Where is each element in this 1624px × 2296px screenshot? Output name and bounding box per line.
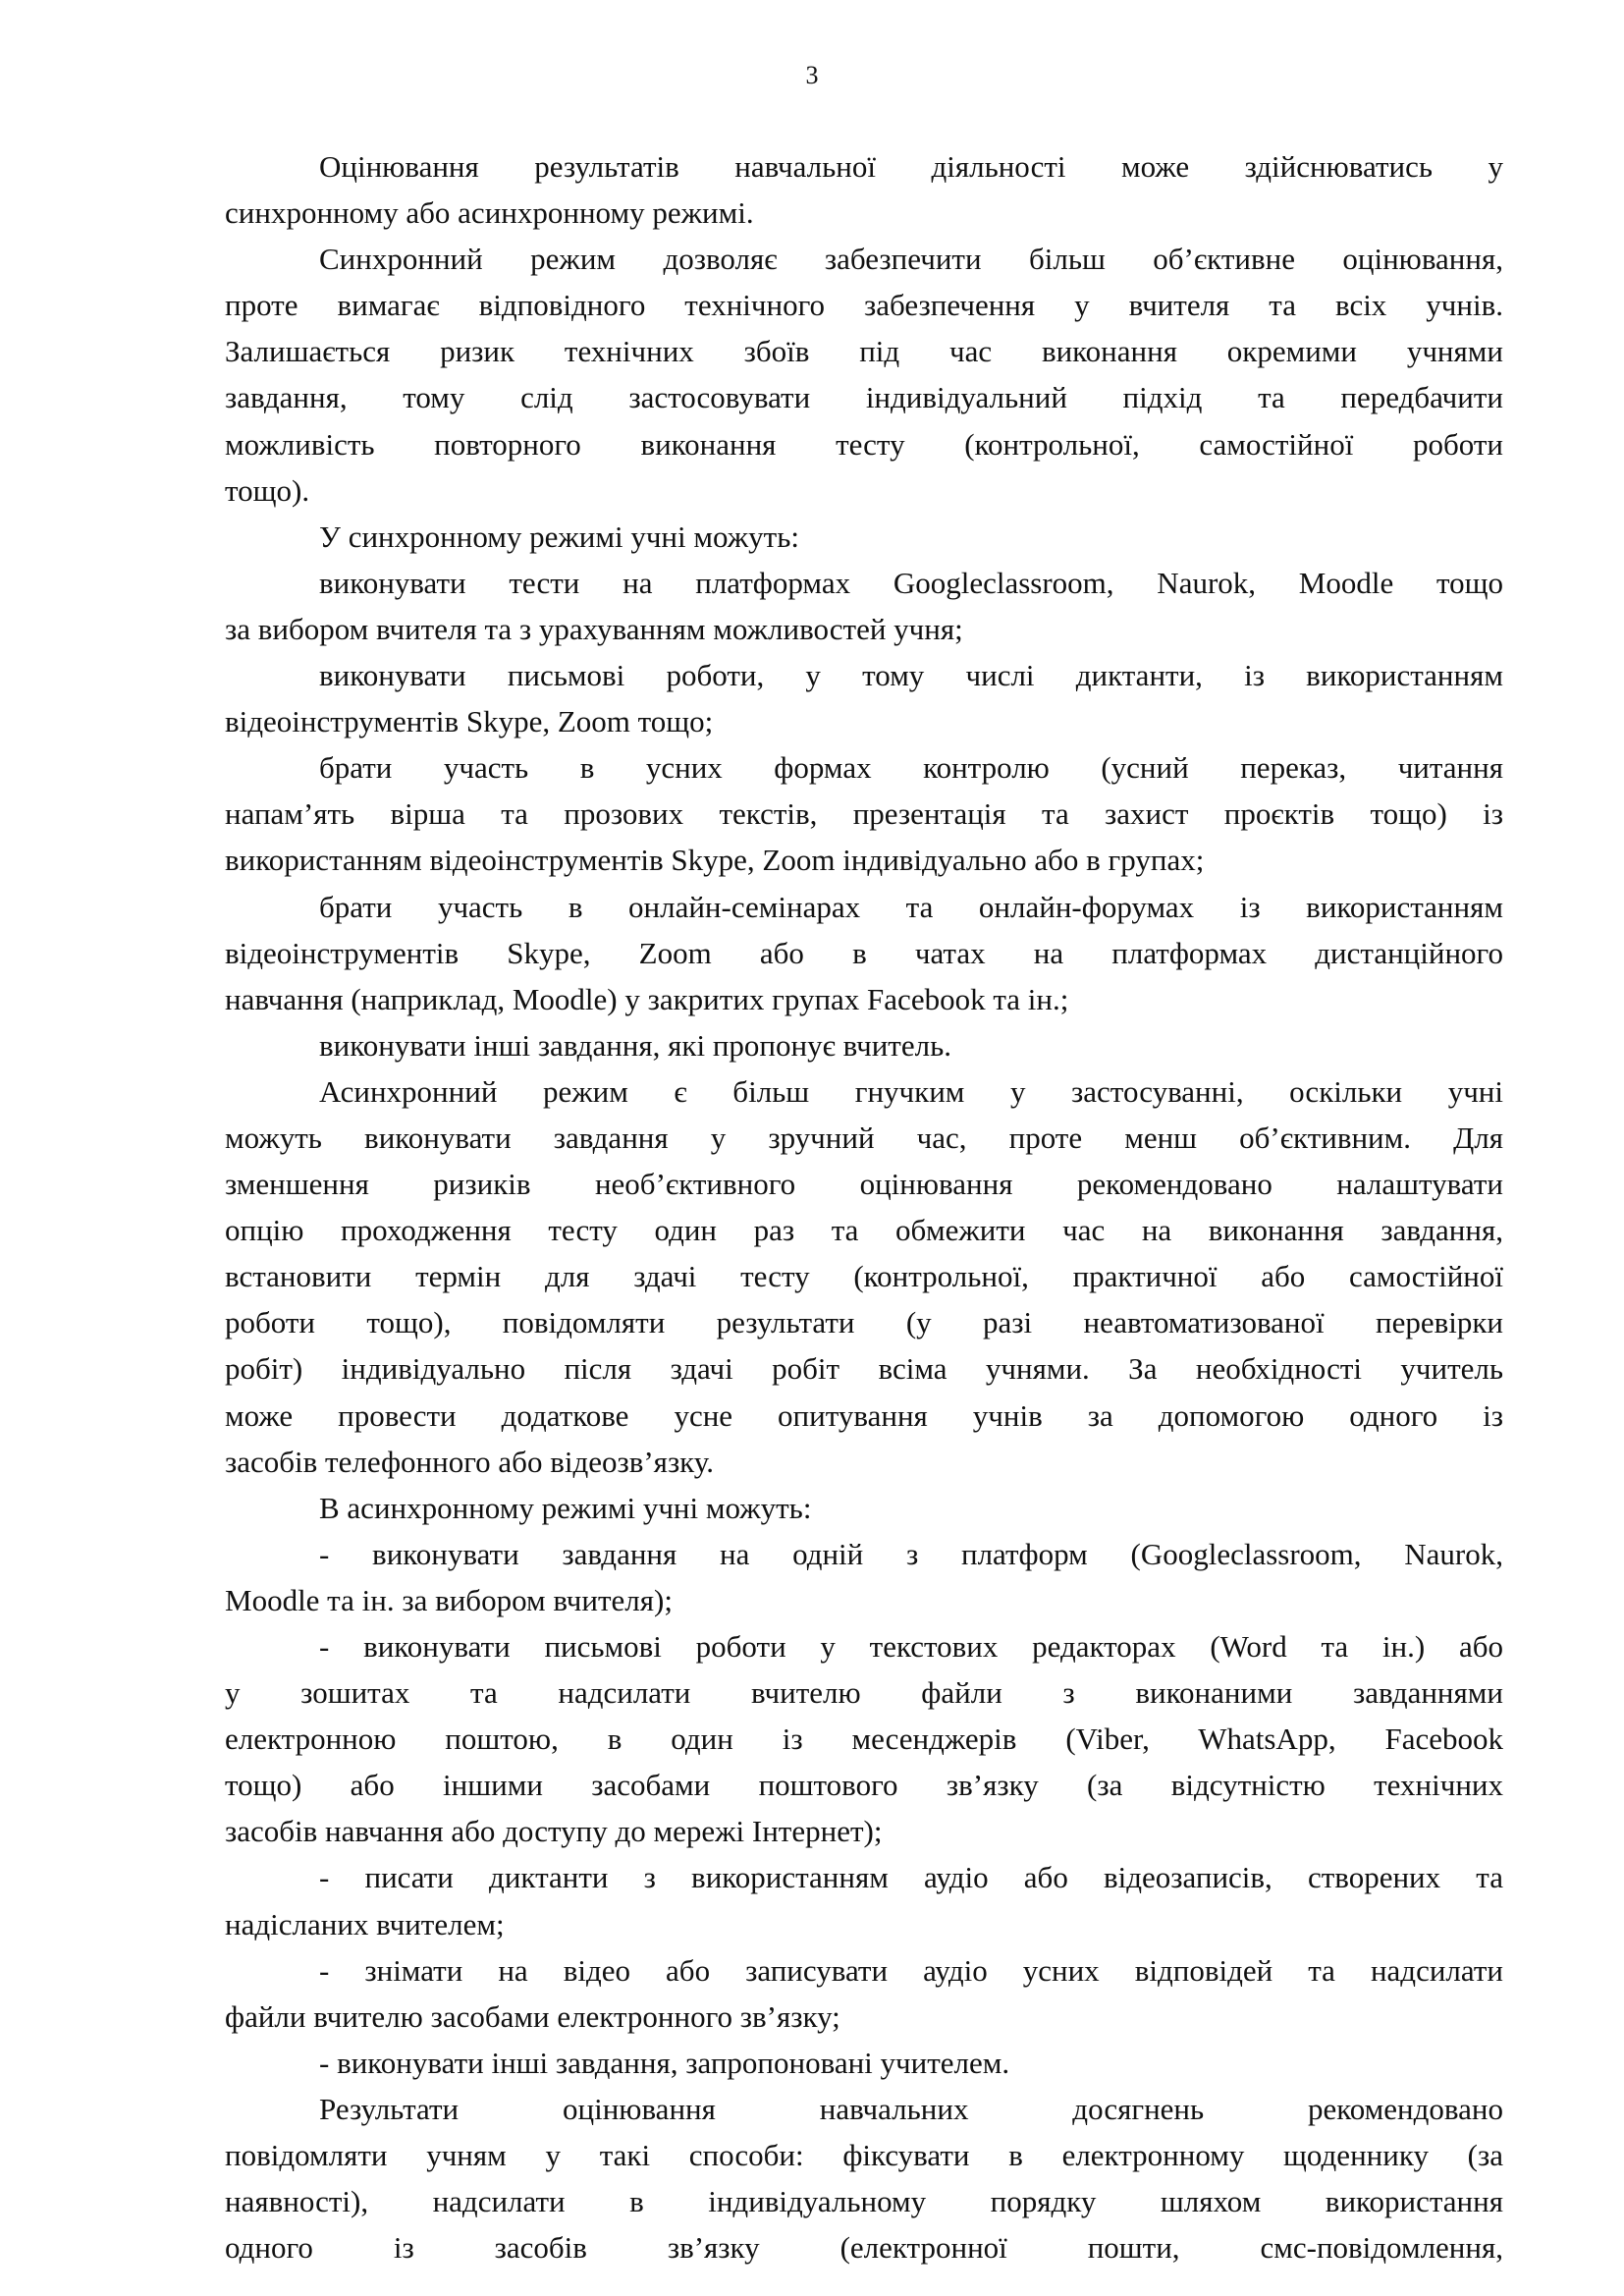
text-line: Результати оцінювання навчальних досягнень рекомендовано: [319, 2091, 1503, 2126]
text-line: - виконувати інші завдання, запропоновані учителем.: [319, 2045, 1010, 2080]
text-line: засобів телефонного або відеозв’язку.: [225, 1444, 714, 1479]
text-line: тощо).: [225, 472, 310, 508]
text-line: електронною поштою, в один із месенджерів (Viber, WhatsApp, Facebook: [225, 1722, 1503, 1757]
text-line: може провести додаткове усне опитування учнів за допомогою одного із: [225, 1397, 1503, 1433]
text-line: роботи тощо), повідомляти результати (у разі неавтоматизованої перевірки: [225, 1305, 1503, 1340]
text-line: файли вчителю засобами електронного зв’язку;: [225, 1998, 840, 2034]
text-line: брати участь в усних формах контролю (усний переказ, читання: [319, 750, 1503, 786]
text-line: В асинхронному режимі учні можуть:: [319, 1490, 812, 1525]
text-line: наявності), надсилати в індивідуальному порядку шляхом використання: [225, 2184, 1503, 2219]
text-line: брати участь в онлайн-семінарах та онлайн-форумах із використанням: [319, 889, 1503, 924]
text-line: за вибором вчителя та з урахуванням можливостей учня;: [225, 611, 963, 646]
text-line: У синхронному режимі учні можуть:: [319, 519, 799, 554]
text-line: використанням відеоінструментів Skype, Zoom індивідуально або в групах;: [225, 843, 1205, 878]
text-line: навчання (наприклад, Moodle) у закритих групах Facebook та ін.;: [225, 981, 1069, 1016]
text-line: можливість повторного виконання тесту (контрольної, самостійної роботи: [225, 426, 1503, 462]
text-line: повідомляти учням у такі способи: фіксувати в електронному щоденнику (за: [225, 2138, 1503, 2173]
text-line: Moodle та ін. за вибором вчителя);: [225, 1582, 673, 1617]
text-line: - писати диктанти з використанням аудіо або відеозаписів, створених та: [319, 1860, 1503, 1895]
page-number: 3: [805, 61, 819, 89]
text-line: - виконувати завдання на одній з платформ (Googleclassroom, Naurok,: [319, 1536, 1503, 1571]
text-line: можуть виконувати завдання у зручний час, проте менш об’єктивним. Для: [225, 1120, 1503, 1155]
text-line: синхронному або асинхронному режимі.: [225, 195, 754, 231]
text-line: - знімати на відео або записувати аудіо усних відповідей та надсилати: [319, 1952, 1503, 1988]
text-line: виконувати письмові роботи, у тому числі диктанти, із використанням: [319, 658, 1503, 693]
text-line: у зошитах та надсилати вчителю файли з виконаними завданнями: [225, 1675, 1503, 1711]
text-line: Асинхронний режим є більш гнучким у застосуванні, оскільки учні: [319, 1073, 1503, 1109]
text-line: Залишається ризик технічних збоїв під час виконання окремими учнями: [225, 334, 1503, 369]
text-line: напам’ять вірша та прозових текстів, презентація та захист проєктів тощо) із: [225, 796, 1503, 832]
text-line: проте вимагає відповідного технічного забезпечення у вчителя та всіх учнів.: [225, 288, 1503, 323]
text-line: зменшення ризиків необ’єктивного оцінювання рекомендовано налаштувати: [225, 1167, 1503, 1202]
text-line: робіт) індивідуально після здачі робіт всіма учнями. За необхідності учитель: [225, 1351, 1503, 1387]
text-line: Синхронний режим дозволяє забезпечити більш об’єктивне оцінювання,: [319, 242, 1503, 277]
text-line: одного із засобів зв’язку (електронної пошти, смс-повідомлення,: [225, 2230, 1503, 2266]
text-line: - виконувати письмові роботи у текстових редакторах (Word та ін.) або: [319, 1629, 1503, 1664]
text-line: виконувати тести на платформах Googleclassroom, Naurok, Moodle тощо: [319, 565, 1503, 600]
text-line: тощо) або іншими засобами поштового зв’язку (за відсутністю технічних: [225, 1768, 1503, 1803]
text-line: виконувати інші завдання, які пропонує вчитель.: [319, 1027, 951, 1063]
text-line: відеоінструментів Skype, Zoom тощо;: [225, 704, 714, 739]
text-line: Оцінювання результатів навчальної діяльності може здійснюватись у: [319, 149, 1503, 184]
text-line: надісланих вчителем;: [225, 1906, 505, 1941]
text-line: відеоінструментів Skype, Zoom або в чатах на платформах дистанційного: [225, 935, 1503, 970]
text-line: встановити термін для здачі тесту (контрольної, практичної або самостійної: [225, 1259, 1503, 1294]
text-line: опцію проходження тесту один раз та обмежити час на виконання завдання,: [225, 1213, 1503, 1248]
text-line: засобів навчання або доступу до мережі Інтернет);: [225, 1814, 883, 1849]
text-line: завдання, тому слід застосовувати індивідуальний підхід та передбачити: [225, 380, 1503, 415]
body-text: [225, 143, 1503, 2270]
